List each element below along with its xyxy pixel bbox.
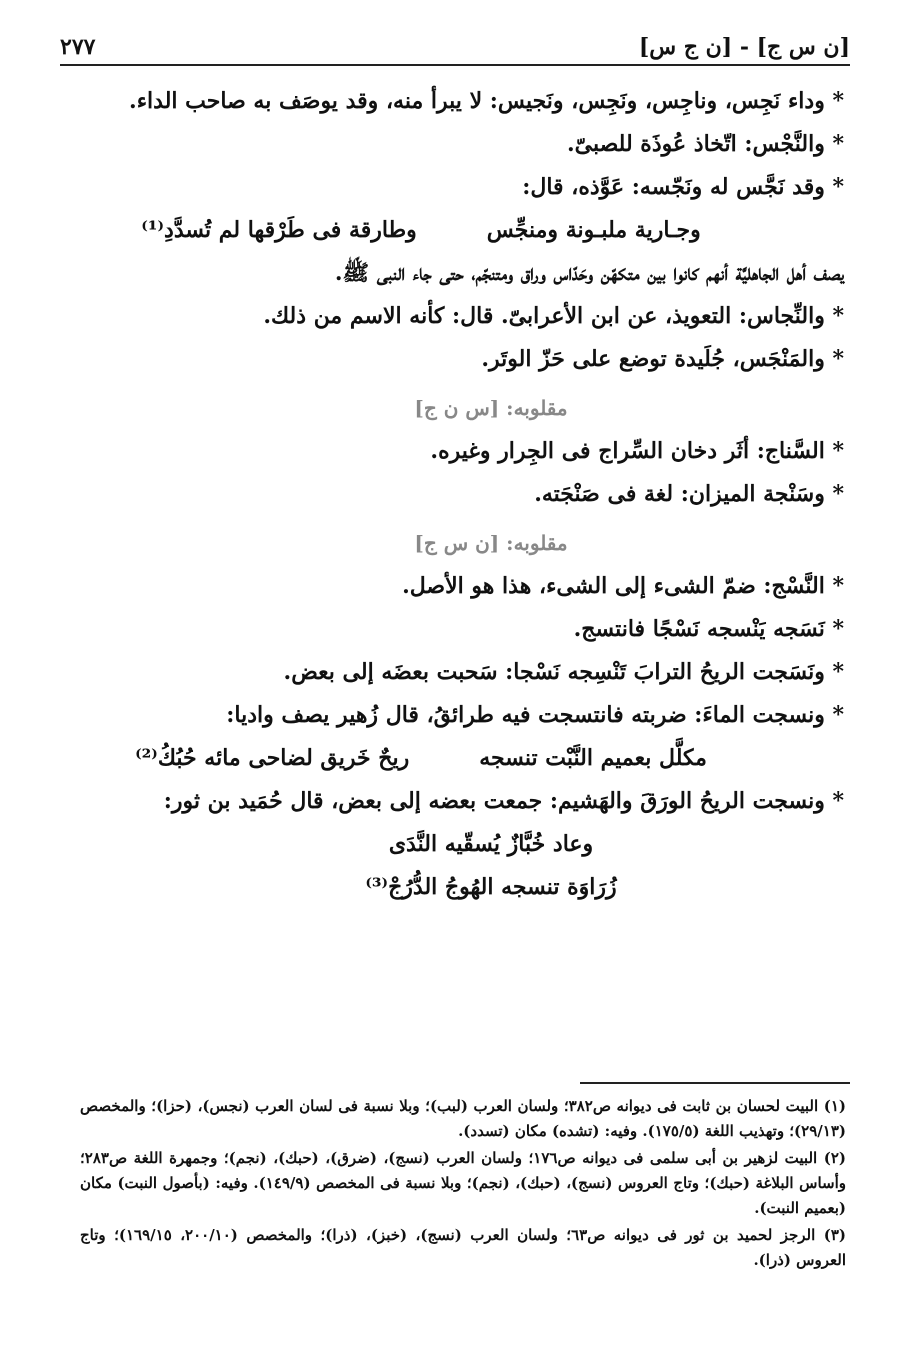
header-rule bbox=[60, 64, 850, 66]
entry: * وداء نَجِس، وناجِس، ونَجِس، ونَجيس: لا يبرأ منه، وقد يوصَف به صاحب الداء. bbox=[129, 88, 844, 114]
entry: * والنَّجْس: اتّخاذ عُوذَة للصبىّ. bbox=[566, 131, 844, 157]
page-number: ٢٧٧ bbox=[60, 34, 96, 60]
verse-hemistich-first: وجـارية ملبـونة ومنجِّس bbox=[486, 217, 701, 243]
section-heading: مقلوبه: [س ن ج] bbox=[414, 396, 568, 420]
verse-hemistich-second: ريحٌ خَريق لضاحى مائه حُبُكُ⁽²⁾ bbox=[135, 745, 410, 771]
verse-2 bbox=[78, 737, 844, 780]
verse-hemistich-second: وطارقة فى طَرْقها لم تُسدَّدِ⁽¹⁾ bbox=[141, 217, 417, 243]
entry: * وسَنْجة الميزان: لغة فى صَنْجَته. bbox=[534, 481, 844, 507]
entry: * وقد نَجَّس له ونَجّسه: عَوَّذه، قال: bbox=[522, 174, 844, 200]
entry: يصف أهل الجاهليَّة أنهم كانوا بين متكهّن وحَدّاس وراق ومتنجّم، حتى جاء النبى ﷺ. bbox=[334, 260, 844, 286]
rajaz-line: وعاد خُبَّازٌ يُسقّيه النَّدَى bbox=[388, 831, 594, 857]
main-text bbox=[78, 80, 844, 909]
verse-1 bbox=[78, 209, 844, 252]
section-heading: مقلوبه: [ن س ج] bbox=[414, 531, 568, 555]
footnote: (١) البيت لحسان بن ثابت فى ديوانه ص٣٨٢؛ ولسان العرب (لبب)؛ وبلا نسبة فى لسان العرب (نجس)، (حزا)؛ والمخصص (٢٩/١٣)؛ وتهذيب اللغة (١٧٥/٥). وفيه: (تشده) مكان (تسدد). bbox=[80, 1097, 846, 1140]
running-head: [ن ج س] - [ن س ج] bbox=[638, 34, 850, 60]
footnote: (٣) الرجز لحميد بن ثور فى ديوانه ص٦٣؛ ولسان العرب (نسج)، (خبز)، (ذرا)؛ والمخصص (٢٠٠/١٠، ١٦٩/١٥)؛ وتاج العروس (ذرا). bbox=[80, 1226, 846, 1269]
footnote: (٢) البيت لزهير بن أبى سلمى فى ديوانه ص١٧٦؛ ولسان العرب (نسج)، (ضرق)، (حبك)، (نجم)؛ وجمهرة اللغة ص٢٨٣؛ وأساس البلاغة (حبك)؛ وتاج العروس (نسج)، (حبك)، (نجم)؛ وبلا نسبة فى المخصص (١٤٩/٩). وفيه: (بأصول النبت) مكان (بعميم النبت). bbox=[80, 1149, 846, 1217]
footnote-rule bbox=[580, 1082, 850, 1084]
entry: * والنِّجاس: التعويذ، عن ابن الأعرابىّ. قال: كأنه الاسم من ذلك. bbox=[263, 303, 844, 329]
verse-hemistich-first: مكلَّل بعميم النَّبْت تنسجه bbox=[479, 745, 707, 771]
entry: * ونسجت الماءَ: ضربته فانتسجت فيه طرائقُ، قال زُهير يصف واديا: bbox=[226, 702, 844, 728]
entry: * والمَنْجَس، جُلَيدة توضع على حَزّ الوتَر. bbox=[481, 346, 844, 372]
entry: * ونسجت الريحُ الورَقَ والهَشيم: جمعت بعضه إلى بعض، قال حُمَيد بن ثور: bbox=[163, 788, 844, 814]
entry: * ونَسَجت الريحُ الترابَ تَنْسِجه نَسْجا: سَحبت بعضَه إلى بعض. bbox=[283, 659, 844, 685]
entry: * السَّناج: أثَر دخان السِّراج فى الجِرار وغيره. bbox=[430, 438, 844, 464]
entry: * نَسَجه يَنْسجه نَسْجًا فانتسج. bbox=[573, 616, 844, 642]
page-header bbox=[60, 26, 850, 60]
entry: * النَّسْج: ضمّ الشىء إلى الشىء، هذا هو الأصل. bbox=[402, 573, 844, 599]
rajaz-line: زُرَاوَة تنسجه الهُوجُ الدُّرُجْ⁽³⁾ bbox=[365, 874, 617, 900]
footnotes bbox=[80, 1094, 846, 1275]
